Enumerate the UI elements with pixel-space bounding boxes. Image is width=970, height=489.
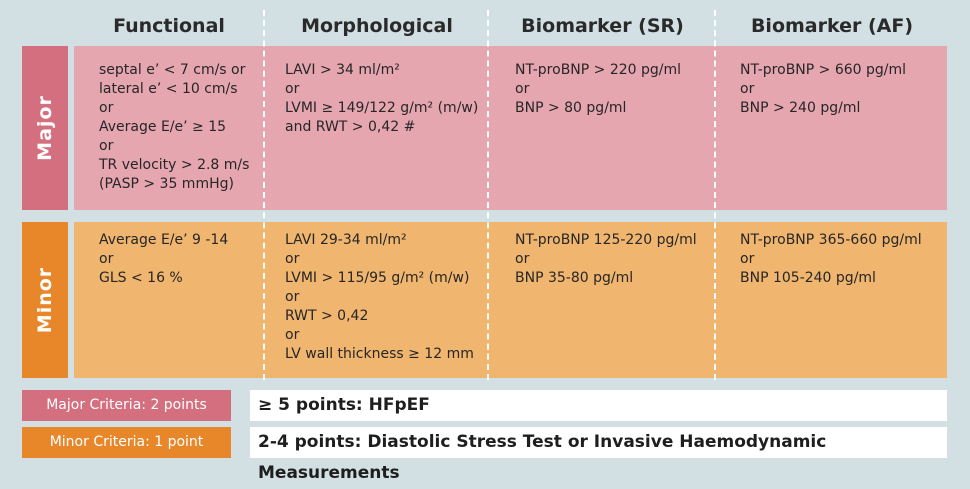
minor-row-label: Minor	[22, 222, 68, 378]
minor-biomarker-af-cell: NT-proBNP 365-660 pg/ml or BNP 105-240 pg/ml	[740, 232, 922, 286]
minor-functional-cell: Average E/e’ 9 -14 or GLS < 16 %	[99, 232, 229, 286]
major-biomarker-af-cell: NT-proBNP > 660 pg/ml or BNP > 240 pg/ml	[740, 62, 907, 116]
column-divider	[714, 10, 716, 380]
column-header-morphological: Morphological	[301, 15, 453, 37]
major-row-label: Major	[22, 46, 68, 210]
major-morphological-cell: LAVI > 34 ml/m² or LVMI ≥ 149/122 g/m² (m/w) and RWT > 0,42 #	[285, 62, 479, 135]
minor-criteria-legend: Minor Criteria: 1 point	[22, 427, 231, 458]
column-header-biomarker-af: Biomarker (AF)	[750, 15, 914, 37]
column-header-biomarker-sr: Biomarker (SR)	[521, 15, 684, 37]
major-functional-cell: septal e’ < 7 cm/s or lateral e’ < 10 cm/s or Average E/e’ ≥ 15 or TR velocity > 2.8 m/s (PASP > 35 mmHg)	[99, 62, 250, 192]
major-criteria-legend: Major Criteria: 2 points	[22, 390, 231, 421]
column-divider	[487, 10, 489, 380]
minor-morphological-cell: LAVI 29-34 ml/m² or LVMI > 115/95 g/m² (m/w) or RWT > 0,42 or LV wall thickness ≥ 12 mm	[285, 232, 474, 362]
score-result-intermediate: 2-4 points: Diastolic Stress Test or Invasive Haemodynamic Measurements	[250, 427, 947, 458]
minor-biomarker-sr-cell: NT-proBNP 125-220 pg/ml or BNP 35-80 pg/ml	[515, 232, 697, 286]
column-header-functional: Functional	[113, 15, 225, 37]
major-biomarker-sr-cell: NT-proBNP > 220 pg/ml or BNP > 80 pg/ml	[515, 62, 682, 116]
score-result-hfpef: ≥ 5 points: HFpEF	[250, 390, 947, 421]
column-divider	[263, 10, 265, 380]
